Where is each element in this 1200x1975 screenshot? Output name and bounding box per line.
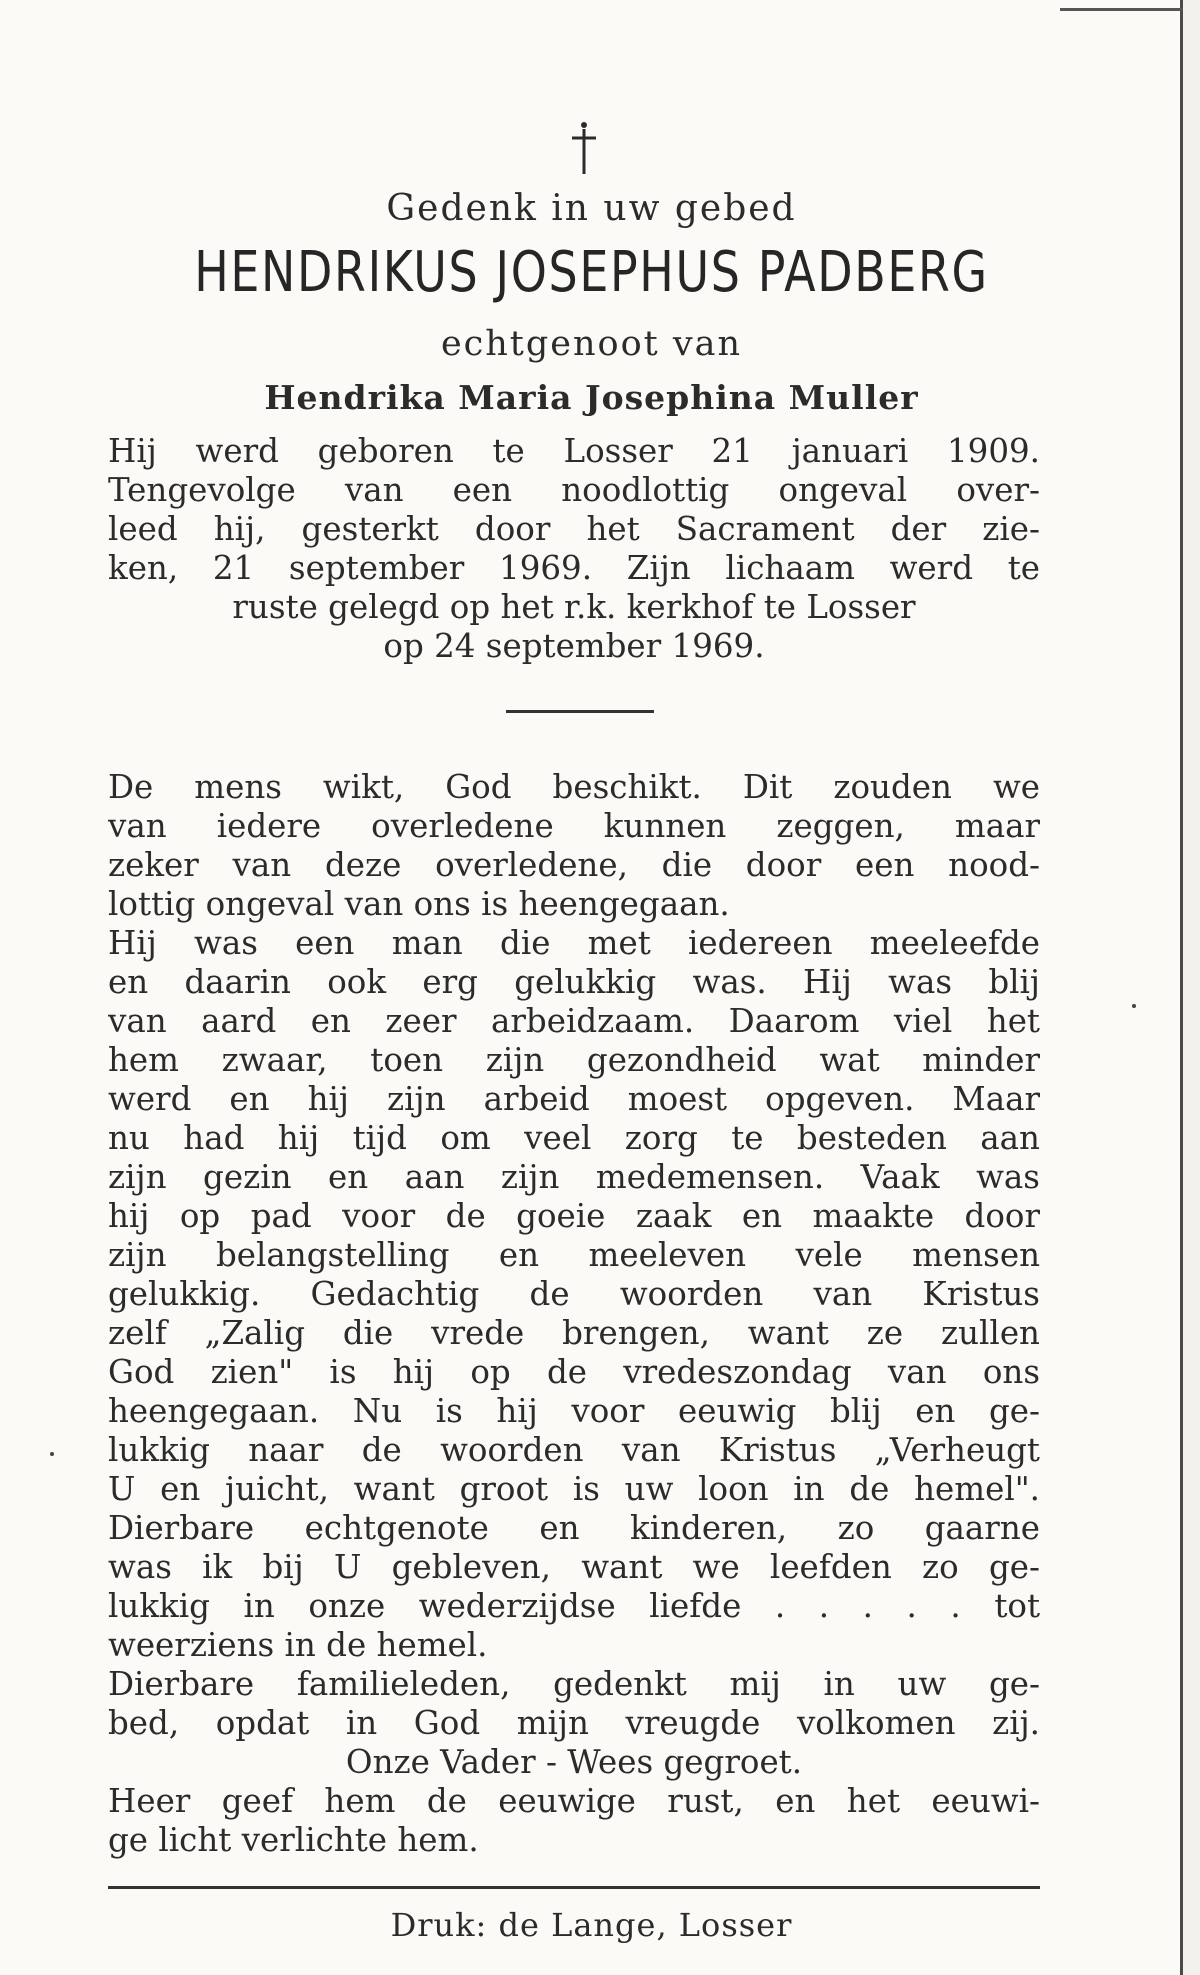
paper-speck — [50, 1452, 54, 1456]
text-line: en daarin ook erg gelukkig was. Hij was blij — [108, 963, 1040, 1001]
relation-text: echtgenoot van — [440, 324, 743, 364]
text-line: nu had hij tijd om veel zorg te besteden aan — [108, 1119, 1040, 1157]
biography-paragraph — [108, 432, 1040, 666]
text-line: zelf „Zalig die vrede brengen, want ze zullen — [108, 1314, 1040, 1352]
text-line: zijn belangstelling en meeleven vele mensen — [108, 1236, 1040, 1274]
text-line: gelukkig. Gedachtig de woorden van Kristus — [108, 1275, 1040, 1313]
cross-icon — [566, 120, 602, 176]
printer-credit: Druk: de Lange, Losser — [390, 1906, 793, 1944]
section-divider — [506, 710, 654, 713]
text-line: Dierbare familieleden, gedenkt mij in uw ge- — [108, 1665, 1040, 1703]
paper-speck — [1132, 1004, 1136, 1008]
text-line: lukkig naar de woorden van Kristus „Verheugt — [108, 1431, 1040, 1469]
prayer-line: Onze Vader - Wees gegroet. — [345, 1743, 803, 1781]
text-line: Dierbare echtgenote en kinderen, zo gaarne — [108, 1509, 1040, 1547]
spouse-name: Hendrika Maria Josephina Muller — [264, 378, 919, 417]
deceased-name: HENDRIKUS JOSEPHUS PADBERG — [194, 240, 989, 305]
bio-line: ken, 21 september 1969. Zijn lichaam werd te — [108, 549, 1040, 587]
bio-line: op 24 september 1969. — [383, 627, 765, 665]
text-line: lottig ongeval van ons is heengegaan. — [108, 885, 730, 923]
heading-text: Gedenk in uw gebed — [386, 188, 797, 229]
bio-line: leed hij, gesterkt door het Sacrament der zie- — [108, 510, 1040, 548]
text-line: lukkig in onze wederzijdse liefde . . . . . tot — [108, 1587, 1040, 1625]
text-line: God zien" is hij op de vredeszondag van ons — [108, 1353, 1040, 1391]
text-line: zijn gezin en aan zijn medemensen. Vaak was — [108, 1158, 1040, 1196]
text-line: Hij was een man die met iedereen meeleefde — [108, 924, 1040, 962]
text-line: De mens wikt, God beschikt. Dit zouden we — [108, 768, 1040, 806]
text-line: weerziens in de hemel. — [108, 1626, 488, 1664]
bio-line: Tengevolge van een noodlottig ongeval over- — [108, 471, 1040, 509]
bio-line: ruste gelegd op het r.k. kerkhof te Losser — [232, 588, 916, 626]
text-line: zeker van deze overledene, die door een nood- — [108, 846, 1040, 884]
text-line: ge licht verlichte hem. — [108, 1821, 479, 1859]
text-line: werd en hij zijn arbeid moest opgeven. Maar — [108, 1080, 1040, 1118]
text-line: heengegaan. Nu is hij voor eeuwig blij en ge- — [108, 1392, 1040, 1430]
text-line: Heer geef hem de eeuwige rust, en het eeuwi- — [108, 1782, 1040, 1820]
card-edge-strip — [1183, 0, 1200, 1975]
text-line: U en juicht, want groot is uw loon in de hemel". — [108, 1470, 1040, 1508]
text-line: van aard en zeer arbeidzaam. Daarom viel het — [108, 1002, 1040, 1040]
bio-line: Hij werd geboren te Losser 21 januari 1909. — [108, 432, 1040, 470]
card-edge-line — [1060, 8, 1195, 11]
text-line: hem zwaar, toen zijn gezondheid wat minder — [108, 1041, 1040, 1079]
memorial-text — [108, 768, 1040, 1860]
text-line: van iedere overledene kunnen zeggen, maar — [108, 807, 1040, 845]
text-line: bed, opdat in God mijn vreugde volkomen zij. — [108, 1704, 1040, 1742]
text-line: was ik bij U gebleven, want we leefden zo ge- — [108, 1548, 1040, 1586]
text-line: hij op pad voor de goeie zaak en maakte door — [108, 1197, 1040, 1235]
footer-divider — [108, 1886, 1040, 1889]
